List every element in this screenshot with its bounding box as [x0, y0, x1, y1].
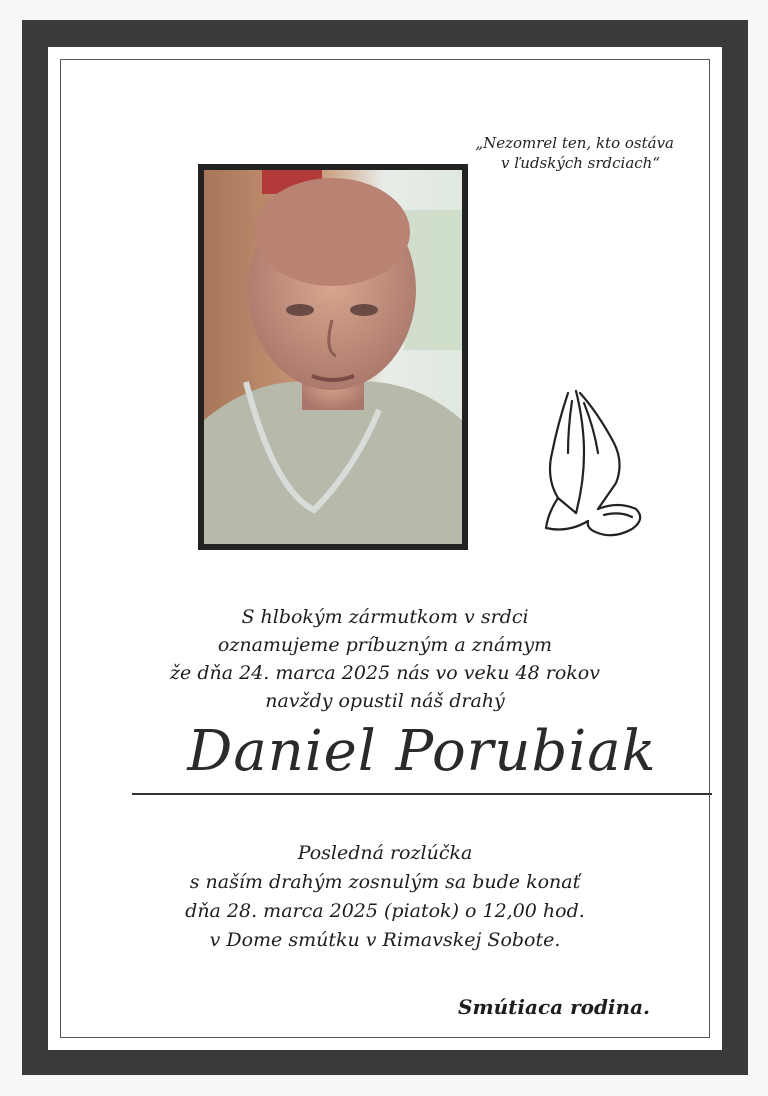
deceased-name: Daniel Porubiak	[187, 719, 657, 784]
announcement-line-4: navždy opustil náš drahý	[265, 690, 505, 712]
announcement-line-2: oznamujeme príbuzným a známym	[217, 634, 553, 656]
farewell-line-1: Posledná rozlúčka	[297, 842, 473, 864]
farewell-line-4: v Dome smútku v Rimavskej Sobote.	[209, 929, 561, 951]
portrait-frame	[198, 164, 468, 550]
farewell-line-2: s naším drahým zosnulým sa bude konať	[189, 871, 581, 893]
name-underline	[132, 793, 712, 795]
obituary-page	[48, 47, 722, 1050]
farewell-line-3: dňa 28. marca 2025 (piatok) o 12,00 hod.	[185, 900, 585, 922]
announcement-line-1: S hlbokým zármutkom v srdci	[241, 606, 529, 628]
announcement-text	[48, 603, 722, 715]
memorial-quote	[475, 133, 674, 173]
farewell-text	[48, 839, 722, 955]
signature: Smútiaca rodina.	[458, 995, 650, 1019]
obituary-border	[22, 20, 748, 1075]
portrait-photo	[204, 170, 462, 544]
quote-line-2: v ľudských srdciach“	[501, 154, 660, 172]
praying-hands-icon	[528, 383, 648, 543]
quote-line-1: „Nezomrel ten, kto ostáva	[475, 134, 674, 152]
portrait-image	[204, 170, 462, 544]
announcement-line-3: že dňa 24. marca 2025 nás vo veku 48 rokov	[170, 662, 600, 684]
